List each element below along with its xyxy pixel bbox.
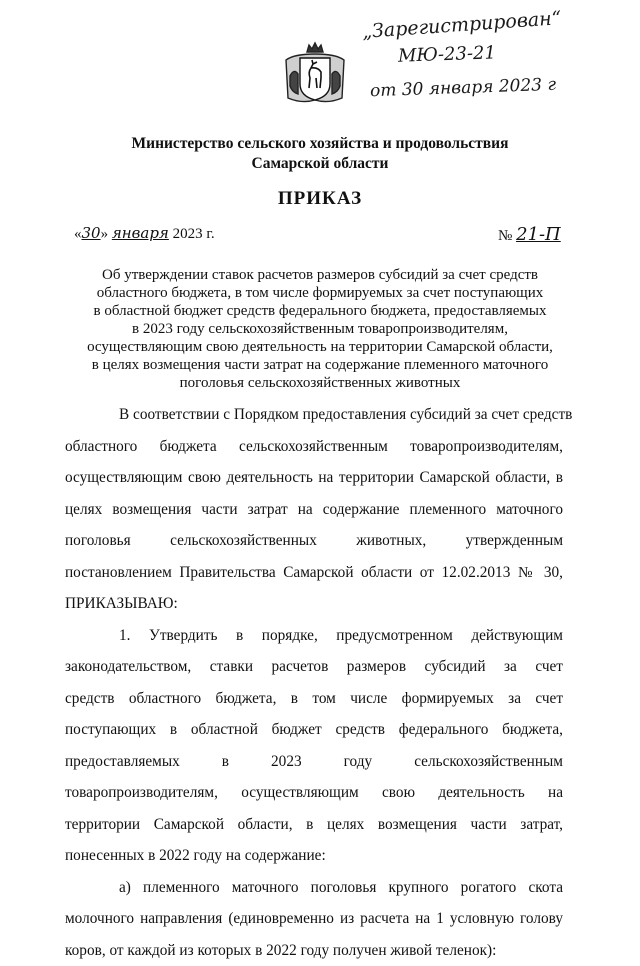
subject-line: поголовья сельскохозяйственных животных [0,374,640,392]
subject-line: в целях возмещения части затрат на содержание племенного маточного [0,356,640,374]
body-line: областного бюджета сельскохозяйственным товаропроизводителям, [65,431,563,463]
subject-line: Об утверждении ставок расчетов размеров субсидий за счет средств [0,266,640,284]
registration-number: МЮ-23-21 [398,42,497,66]
date-quote-open: « [74,226,82,242]
subject-line: осуществляющим свою деятельность на территории Самарской области, [0,338,640,356]
body-line: а) племенного маточного поголовья крупного рогатого скота [65,872,563,904]
body-line: территории Самарской области, в целях возмещения части затрат, [65,809,563,841]
body-line: осуществляющим свою деятельность на территории Самарской области, в [65,462,563,494]
ministry-line: Министерство сельского хозяйства и продовольствия [0,134,640,154]
body-line: 1. Утвердить в порядке, предусмотренном действующим [65,620,563,652]
order-date [74,224,215,243]
subject-line: в 2023 году сельскохозяйственным товаропроизводителям, [0,320,640,338]
ministry-line: Самарской области [0,154,640,174]
body-line: молочного направления (единовременно из расчета на 1 условную голову [65,903,563,935]
number-sign: № [498,228,512,244]
subject-line: областного бюджета, в том числе формируемых за счет поступающих [0,284,640,302]
body-line: В соответствии с Порядком предоставления субсидий за счет средств [65,399,563,431]
date-quote-close: » [101,226,109,242]
body-line: коров, от каждой из которых в 2022 году получен живой теленок): [65,935,563,966]
body-line: поголовья сельскохозяйственных животных, утвержденным [65,525,563,557]
number-value: 21-П [516,224,561,245]
body-line: предоставляемых в 2023 году сельскохозяйственным [65,746,563,778]
body-line: законодательством, ставки расчетов размеров субсидий за счет [65,651,563,683]
body-line: понесенных в 2022 году на содержание: [65,840,563,872]
body-line: средств областного бюджета, в том числе формируемых за счет [65,683,563,715]
ministry-name [0,134,640,174]
order-number [498,224,561,245]
body-line: товаропроизводителям, осуществляющим свою деятельность на [65,777,563,809]
body-line: поступающих в областной бюджет средств федерального бюджета, [65,714,563,746]
date-year: 2023 г. [173,226,215,242]
registration-date: от 30 января 2023 г [370,75,557,101]
date-month: января [112,224,169,242]
order-title: ПРИКАЗ [0,188,640,210]
subject-line: в областной бюджет средств федерального бюджета, предоставляемых [0,302,640,320]
body-line: целях возмещения части затрат на содержание племенного маточного [65,494,563,526]
date-day: 30 [82,224,101,242]
coat-of-arms-emblem [280,40,350,106]
order-body [65,399,563,966]
body-line: постановлением Правительства Самарской области от 12.02.2013 № 30, [65,557,563,589]
registration-note: „Зарегистрирован“ [361,7,562,43]
order-subject [0,266,640,392]
body-line: ПРИКАЗЫВАЮ: [65,588,563,620]
